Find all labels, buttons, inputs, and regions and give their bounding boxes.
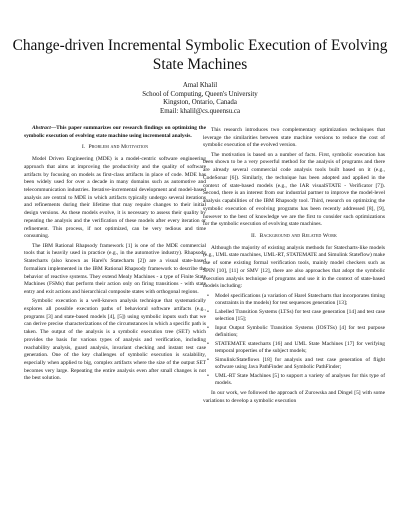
bullet-icon: • — [207, 356, 209, 363]
body-paragraph: This research introduces two complementary optimization techniques that leverage the similarities between state machine versions to reduce the cost of symbolic execution of the evolved version. — [203, 127, 385, 149]
list-item: • Input Output Symbolic Transition Systems (IOSTSs) [4] for test purpose definition; — [207, 324, 385, 339]
author-name: Amal Khalil — [182, 82, 218, 89]
section-title-2: Background and Related Work — [259, 232, 338, 239]
list-item: • UML-RT State Machines [5] to support a variety of analyses for this type of models. — [207, 372, 385, 387]
related-work-list — [203, 293, 385, 389]
abstract-text: —This paper summarizes our research findings on optimizing the symbolic execution of evolving state machine using incremental analysis. — [24, 125, 206, 139]
body-paragraph: The IBM Rational Rhapsody framework [1] is one of the MDE commercial tools that is heavily used in practice (e.g., in the automotive industry). Rhapsody Statecharts (also known as Harel's Statecharts [2]) are a visual state-based formalism implemented in the IBM Rational Rhapsody framework to describe the behavior of reactive systems. They extend Mealy Machines - a type of Finite State Machines (FSMs) that perform their action only on firing transitions - with state entry and exit actions and hierarchical composite states with orthogonal regions. — [24, 242, 206, 295]
abstract — [24, 125, 206, 140]
author-location: Kingston, Ontario, Canada — [163, 99, 237, 107]
left-column — [24, 125, 206, 385]
list-item: • Labelled Transition Systems (LTSs) for test case generation [14] and test case selection [15]; — [207, 308, 385, 323]
bullet-icon: • — [207, 292, 209, 299]
author-email: Email: khalil@cs.queensu.ca — [159, 107, 240, 115]
body-paragraph: Symbolic execution is a well-known analysis technique that systematically explores all possible execution paths of behavioral software artifacts (e.g., programs [3] and state-based models [4], [5]) using symbolic inputs such that we can derive precise characterizations of the circumstances in which a specific path is taken. The output of the analysis is a symbolic execution tree (SET) which provides the basis for various types of analysis and verification, including reachability analysis, guard analysis, invariant checking and instant test case generation. One of the key challenges of symbolic execution is scalability, especially when applied to big, complex artifacts where the size of the output SET becomes very large. Repeating the entire analysis even after small changes is not the best solution. — [24, 298, 206, 382]
list-item: • Simulink/Stateflows [18] for analysis and test case generation of flight software using Java PathFinder and Symbolic PathFinder; — [207, 356, 385, 371]
bullet-icon: • — [207, 340, 209, 347]
author-affiliation: School of Computing, Queen's University — [142, 90, 258, 98]
bullet-icon: • — [207, 308, 209, 315]
body-paragraph: Although the majority of existing analysis methods for Statecharts-like models (e.g., UML state machines, UML-RT, STATEMATE and Simulink Stateflow) make use of some existing formal verification tools, mainly model checkers such as SPIN [10], [11] or SMV [12], there are also approaches that adopt the symbolic execution analysis technique of programs and use it in the context of state-based models including: — [203, 244, 385, 290]
bullet-icon: • — [207, 324, 209, 331]
body-paragraph: The motivation is based on a number of facts. First, symbolic execution has been shown to be a very powerful method for the analysis of programs and there are already several commercial code analysis tools built based on it (e.g., CodeSonar [6]). Similarly, the technique has been adopted and applied in the context of state-based models (e.g., the IAR visualSTATE - Verificator [7]). Second, there is an interest from our industrial partner to improve the model-level analysis capabilities of the IBM Rhapsody tool. Third, research on optimizing the symbolic execution of evolving programs has been recently addressed [8], [9], however to the best of knowledge we are the first to consider such optimizations for the symbolic execution of evolving state machines. — [203, 151, 385, 228]
bullet-icon: • — [207, 372, 209, 379]
section-number-2: II. — [250, 232, 257, 239]
section-heading-1 — [24, 144, 206, 152]
section-title-1: Problem and Motivation — [88, 144, 149, 151]
list-item: • Model specifications (a variation of Harel Statecharts that incorporates timing constraints in the models) for test sequences generation [13]; — [207, 292, 385, 307]
abstract-lead: Abstract — [32, 125, 51, 131]
body-paragraph: In our work, we followed the approach of Zurowska and Dingel [5] with some variations to develop a symbolic execution — [203, 390, 385, 404]
body-paragraph: Model Driven Engineering (MDE) is a model-centric software engineering approach that aims at improving the productivity and the quality of software artifacts by focusing on models as first-class artifacts in place of code. MDE has been widely used for over a decade in many domains such as automotive and telecommunication industries. Iterative-incremental development and model-based analysis are central to MDE in which artifacts typically undergo several iterations and refinements during their lifetime that may require changes to their initial design versions. As these models evolve, it is necessary to assess their quality by repeating the analysis and the verification of these models after every iteration or refinement. This process, if not optimized, can be very tedious and time consuming. — [24, 156, 206, 240]
author-block — [0, 82, 400, 116]
section-heading-2 — [203, 233, 385, 241]
list-item: • STATEMATE statecharts [16] and UML State Machines [17] for verifying temporal properties of the subject models; — [207, 340, 385, 355]
right-column — [203, 127, 385, 407]
paper-title: Change-driven Incremental Symbolic Execution of Evolving State Machines — [12, 37, 388, 73]
section-number-1: I. — [81, 144, 86, 151]
